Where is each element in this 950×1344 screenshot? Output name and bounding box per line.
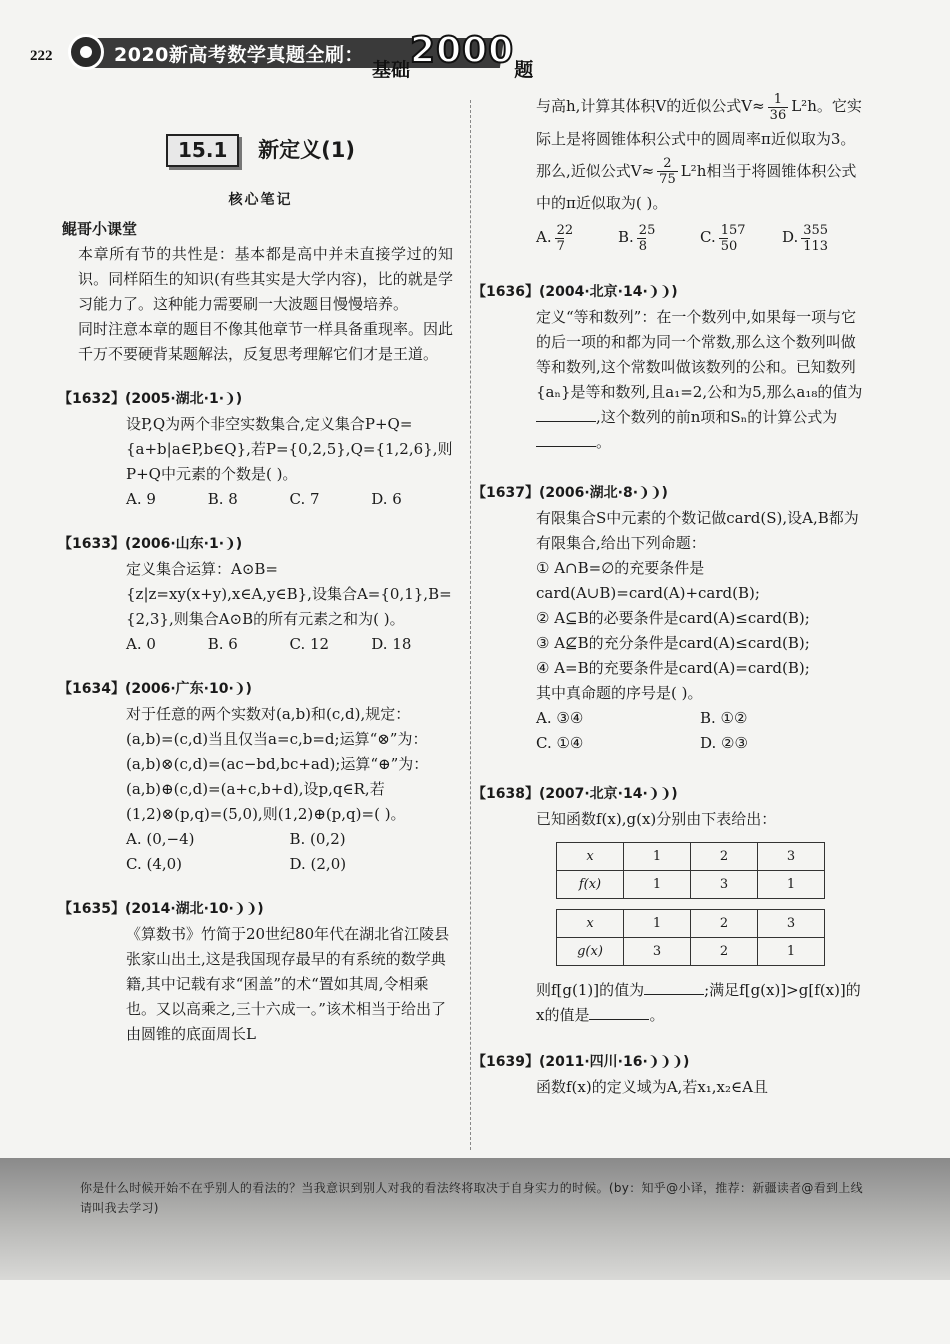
problem-1634 bbox=[58, 677, 453, 877]
problem-1637 bbox=[472, 481, 864, 756]
problem-head: 【1635】(2014·湖北·10·❩❩) bbox=[58, 901, 264, 917]
problem-body: 设P,Q为两个非空实数集合,定义集合P+Q={a+b|a∈P,b∈Q},若P={0,2,5},Q={1,2,6},则P+Q中元素的个数是( )。 A. 9 B. 8 C. 7 D. 6 bbox=[126, 412, 453, 512]
difficulty-icon: ❩❩ bbox=[647, 785, 672, 802]
footer-band bbox=[0, 1158, 950, 1280]
book-header bbox=[72, 30, 534, 81]
answer-blank bbox=[536, 432, 596, 447]
problem-head: 【1632】(2005·湖北·1·❩) bbox=[58, 391, 243, 407]
problem-1636 bbox=[472, 280, 864, 455]
section-heading bbox=[68, 134, 453, 174]
book-subtitle: 基础2000题 bbox=[372, 30, 534, 81]
problem-body: 有限集合S中元素的个数记做card(S),设A,B都为有限集合,给出下列命题： ① A∩B=∅的充要条件是card(A∪B)=card(A)+card(B); ② A⊆B的必要条件是card(A)≤card(B); ③ A⊈B的充分条件是card(A)≤card(B); ④ A=B的充要条件是card(A)=card(B); 其中真命题的序号是( )。 A. ③④ B. ①② C. ①④ D. ②③ bbox=[536, 506, 864, 756]
problem-body: 《算数书》竹简于20世纪80年代在湖北省江陵县张家山出土,这是我国现存最早的有系统的数学典籍,其中记载有求“囷盖”的术“置如其周,令相乘也。又以高乘之,三十六成一。”该术相当于给出了由圆锥的底面周长L bbox=[126, 925, 450, 1043]
page-number: 222 bbox=[30, 48, 53, 64]
problem-head: 【1636】(2004·北京·14·❩❩) bbox=[472, 283, 678, 300]
problem-body: 已知函数f(x),g(x)分别由下表给出： x 1 2 3 f(x) 1 3 1 x 1 2 3 g(x) 3 2 1 则f[g(1)]的值为 ;满足f[g(x)]>g[f(x)]的x的值是 。 bbox=[536, 809, 861, 1024]
options: A. 0 B. 6 C. 12 D. 18 bbox=[126, 635, 412, 653]
fraction: $\frac{1}{36}$ bbox=[769, 91, 787, 123]
column-divider bbox=[470, 100, 471, 1150]
header-circle-icon bbox=[68, 34, 104, 70]
difficulty-icon: ❩ bbox=[224, 536, 236, 552]
difficulty-icon: ❩ bbox=[233, 681, 246, 697]
notes-paragraph-1: 本章所有节的共性是：基本都是高中并未直接学过的知识。同样陌生的知识(有些其实是大学内容)，比的就是学习能力了。这种能力需要刷一大波题目慢慢培养。 bbox=[78, 245, 453, 313]
problem-head: 【1634】(2006·广东·10·❩) bbox=[58, 681, 252, 697]
problem-1639 bbox=[472, 1050, 864, 1100]
problem-1633 bbox=[58, 532, 453, 657]
problem-body: 函数f(x)的定义域为A,若x₁,x₂∈A且 bbox=[536, 1077, 768, 1096]
difficulty-icon: ❩❩❩ bbox=[647, 1053, 683, 1070]
section-number: 15.1 bbox=[166, 134, 239, 167]
problem-1632 bbox=[58, 387, 453, 512]
difficulty-icon: ❩❩ bbox=[638, 484, 662, 501]
answer-blank bbox=[644, 980, 704, 995]
problem-body: 定义“等和数列”：在一个数列中,如果每一项与它的后一项的和都为同一个常数,那么这个数列叫做等和数列,这个常数叫做该数列的公和。已知数列{aₙ}是等和数列,且a₁=2,公和为5,那么a₁₈的值为,这个数列的前n项和Sₙ的计算公式为。 bbox=[536, 307, 863, 451]
problem-head: 【1637】(2006·湖北·8·❩❩) bbox=[472, 484, 668, 501]
table-f: x 1 2 3 f(x) 1 3 1 bbox=[556, 842, 825, 899]
problem-1635-continued: 与高h,计算其体积V的近似公式V≈ $\frac{1}{36}$ L²h。它实际上是将圆锥体积公式中的圆周率π近似取为3。那么,近似公式V≈ $\frac{2}{75}$ L²h相当于将圆锥体积公式中的π近似取为( )。 A. $\frac{22}{7}$ B. $\frac{25}{8}$ C. $\frac{157}{50}$ D. $\frac{355}{113}$ bbox=[536, 90, 864, 254]
problem-1638 bbox=[472, 782, 864, 1028]
options: A. (0,−4) B. (0,2) C. (4,0) D. (2,0) bbox=[126, 830, 347, 873]
book-title: 2020新高考数学真题全刷： bbox=[114, 44, 364, 66]
options: A. 9 B. 8 C. 7 D. 6 bbox=[126, 490, 402, 508]
answer-blank bbox=[536, 407, 596, 422]
footer-quote: 你是什么时候开始不在乎别人的看法的？当我意识到别人对我的看法终将取决于自身实力的时候。(by：知乎@小译，推荐：新疆读者@看到上线请叫我去学习) bbox=[80, 1181, 863, 1215]
notes-paragraph-2: 同时注意本章的题目不像其他章节一样具备重现率。因此千万不要硬背某题解法，反复思考理解它们才是王道。 bbox=[78, 320, 454, 363]
options: A. ③④ B. ①② C. ①④ D. ②③ bbox=[536, 708, 748, 752]
difficulty-icon: ❩❩ bbox=[233, 901, 258, 917]
right-column bbox=[472, 90, 864, 1100]
class-title: 鲲哥小课堂 bbox=[62, 220, 138, 238]
fraction: $\frac{2}{75}$ bbox=[659, 156, 676, 187]
options: A. $\frac{22}{7}$ B. $\frac{25}{8}$ C. $\frac{157}{50}$ D. $\frac{355}{113}$ bbox=[536, 222, 829, 254]
answer-blank bbox=[589, 1005, 649, 1020]
section-title: 新定义(1) bbox=[258, 138, 355, 162]
problem-head: 【1639】(2011·四川·16·❩❩❩) bbox=[472, 1053, 690, 1070]
notes-title: 核心笔记 bbox=[228, 192, 293, 208]
problem-body: 定义集合运算：A⊙B={z|z=xy(x+y),x∈A,y∈B},设集合A={0,1},B={2,3},则集合A⊙B的所有元素之和为( )。 A. 0 B. 6 C. 12 D. 18 bbox=[126, 557, 453, 657]
problem-1635 bbox=[58, 897, 453, 1047]
problem-body: 对于任意的两个实数对(a,b)和(c,d),规定：(a,b)=(c,d)当且仅当a=c,b=d;运算“⊗”为：(a,b)⊗(c,d)=(ac−bd,bc+ad);运算“⊕”为：(a,b)⊕(c,d)=(a+c,b+d),设p,q∈R,若(1,2)⊗(p,q)=(5,0),则(1,2)⊕(p,q)=( )。 A. (0,−4) B. (0,2) C. (4,0) D. (2,0) bbox=[126, 702, 453, 877]
left-column bbox=[58, 128, 454, 1047]
problem-head: 【1633】(2006·山东·1·❩) bbox=[58, 536, 243, 552]
difficulty-icon: ❩❩ bbox=[647, 283, 672, 300]
table-g: x 1 2 3 g(x) 3 2 1 bbox=[556, 909, 825, 966]
difficulty-icon: ❩ bbox=[224, 391, 236, 407]
problem-head: 【1638】(2007·北京·14·❩❩) bbox=[472, 785, 678, 802]
